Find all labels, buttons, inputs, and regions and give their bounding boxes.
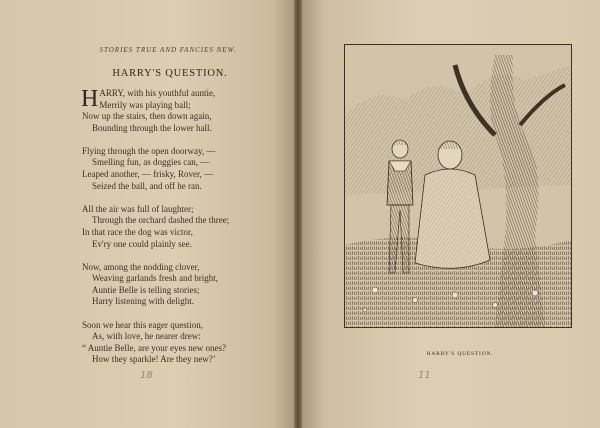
- stanza-3: [82, 204, 282, 250]
- poem-line: Ev'ry one could plainly see.: [92, 238, 192, 249]
- poem-line: Smelling fun, as doggies can, —: [92, 157, 210, 168]
- poem-line: “ Auntie Belle, are your eyes new ones?: [82, 342, 226, 353]
- engraving-illustration: [344, 44, 572, 328]
- book-gutter: [294, 0, 302, 428]
- poem-line: Flying through the open doorway, —: [82, 145, 216, 156]
- poem-line: In that race the dog was victor,: [82, 226, 193, 237]
- poem-line: How they sparkle! Are they new?’: [92, 354, 216, 365]
- stanza-2: [82, 146, 282, 192]
- poem-line: Through the orchard dashed the three;: [92, 215, 230, 226]
- left-page: [0, 0, 296, 428]
- poem-line: Merrily was playing ball;: [99, 99, 191, 110]
- poem-line: As, with love, he nearer drew:: [92, 331, 201, 342]
- right-page: [300, 0, 600, 428]
- stanza-5: [82, 320, 282, 366]
- poem-line: Harry listening with delight.: [92, 296, 194, 307]
- poem-body: [82, 88, 282, 377]
- poem-line: Seized the ball, and off he ran.: [92, 180, 202, 191]
- poem-line: Soon we hear this eager question,: [82, 319, 203, 330]
- poem-line: Bounding through the lower hall.: [92, 122, 212, 133]
- running-head: STORIES TRUE AND FANCIES NEW.: [99, 46, 237, 54]
- poem-line: Now up the stairs, then down again,: [82, 111, 212, 122]
- poem-line: Now, among the nodding clover,: [82, 261, 200, 272]
- pencil-page-number: 18: [140, 370, 153, 381]
- stanza-4: [82, 262, 282, 308]
- engraving-svg: [345, 45, 571, 327]
- poem-line: Auntie Belle is telling stories;: [92, 284, 200, 295]
- illustration-caption: HARRY'S QUESTION.: [426, 351, 494, 357]
- poem-line: Leaped another, — frisky, Rover, —: [82, 169, 214, 180]
- drop-cap: H: [81, 86, 99, 112]
- pencil-page-number: 11: [418, 370, 431, 381]
- poem-line: ARRY, with his youthful auntie,: [99, 88, 216, 98]
- poem-title: HARRY'S QUESTION.: [112, 68, 228, 79]
- poem-line: All the air was full of laughter;: [82, 203, 194, 214]
- stanza-1: [82, 88, 282, 134]
- poem-line: Weaving garlands fresh and bright,: [92, 273, 218, 284]
